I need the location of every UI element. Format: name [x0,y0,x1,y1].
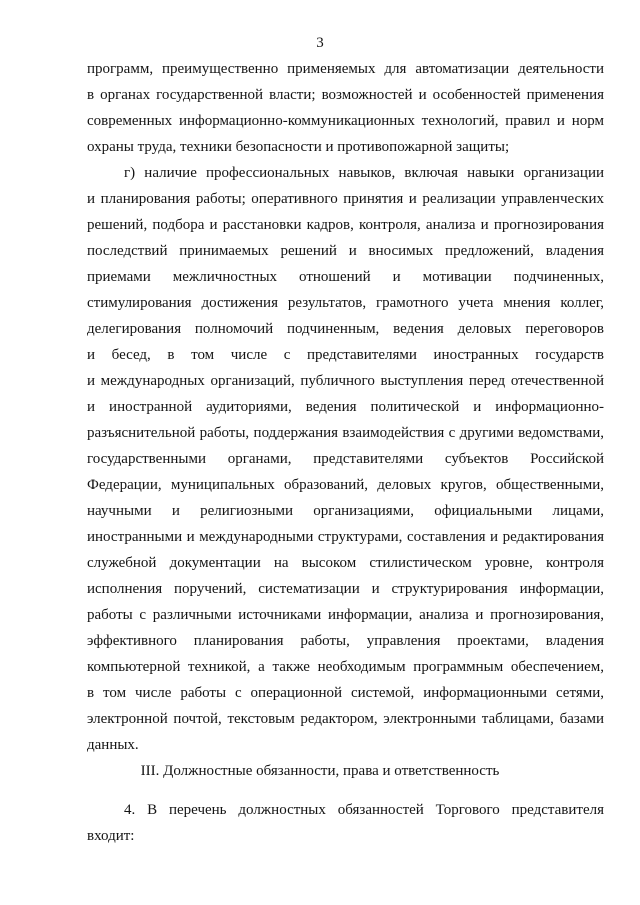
text-line: и планирования работы; оперативного принятия и реализации управленческих [87,191,604,207]
text-line: работы с различными источниками информации, анализа и прогнозирования, [87,607,604,623]
text-line: современных информационно-коммуникационных технологий, правил и норм [87,113,604,129]
text-line: стимулирования достижения результатов, грамотного учета мнения коллег, [87,295,604,311]
text-line: электронной почтой, текстовым редактором, электронными таблицами, базами [87,711,604,727]
text-line: в органах государственной власти; возможностей и особенностей применения [87,87,604,103]
text-line: и иностранной аудиториями, ведения политической и информационно- [87,399,604,415]
text-line: охраны труда, техники безопасности и противопожарной защиты; [87,139,510,155]
section-heading: III. Должностные обязанности, права и ответственность [140,763,500,779]
text-line: научными и религиозными организациями, официальными лицами, [87,503,604,519]
text-line: компьютерной техникой, а также необходимым программным обеспечением, [87,659,604,675]
text-line: входит: [87,828,135,844]
text-line: решений, подбора и расстановки кадров, контроля, анализа и прогнозирования [87,217,604,233]
text-line: программ, преимущественно применяемых для автоматизации деятельности [87,61,604,77]
text-line: Федерации, муниципальных образований, деловых кругов, общественными, [87,477,604,493]
text-line: исполнения поручений, систематизации и структурирования информации, [87,581,604,597]
text-line: разъяснительной работы, поддержания взаимодействия с другими ведомствами, [87,425,604,441]
text-line: данных. [87,737,139,753]
text-line: и международных организаций, публичного выступления перед отечественной [87,373,604,389]
text-line: и бесед, в том числе с представителями иностранных государств [87,347,604,363]
text-line: приемами межличностных отношений и мотивации подчиненных, [87,269,604,285]
text-line: последствий принимаемых решений и вносимых предложений, владения [87,243,604,259]
text-line: государственными органами, представителями субъектов Российской [87,451,604,467]
text-line: в том числе работы с операционной системой, информационными сетями, [87,685,604,701]
text-line: эффективного планирования работы, управления проектами, владения [87,633,604,649]
text-line: г) наличие профессиональных навыков, включая навыки организации [124,165,604,181]
text-line: служебной документации на высоком стилистическом уровне, контроля [87,555,604,571]
text-line: делегирования полномочий подчиненным, ведения деловых переговоров [87,321,604,337]
text-line: 4. В перечень должностных обязанностей Торгового представителя [124,802,604,818]
page-number: 3 [316,35,324,51]
text-line: иностранными и международными структурами, составления и редактирования [87,529,604,545]
